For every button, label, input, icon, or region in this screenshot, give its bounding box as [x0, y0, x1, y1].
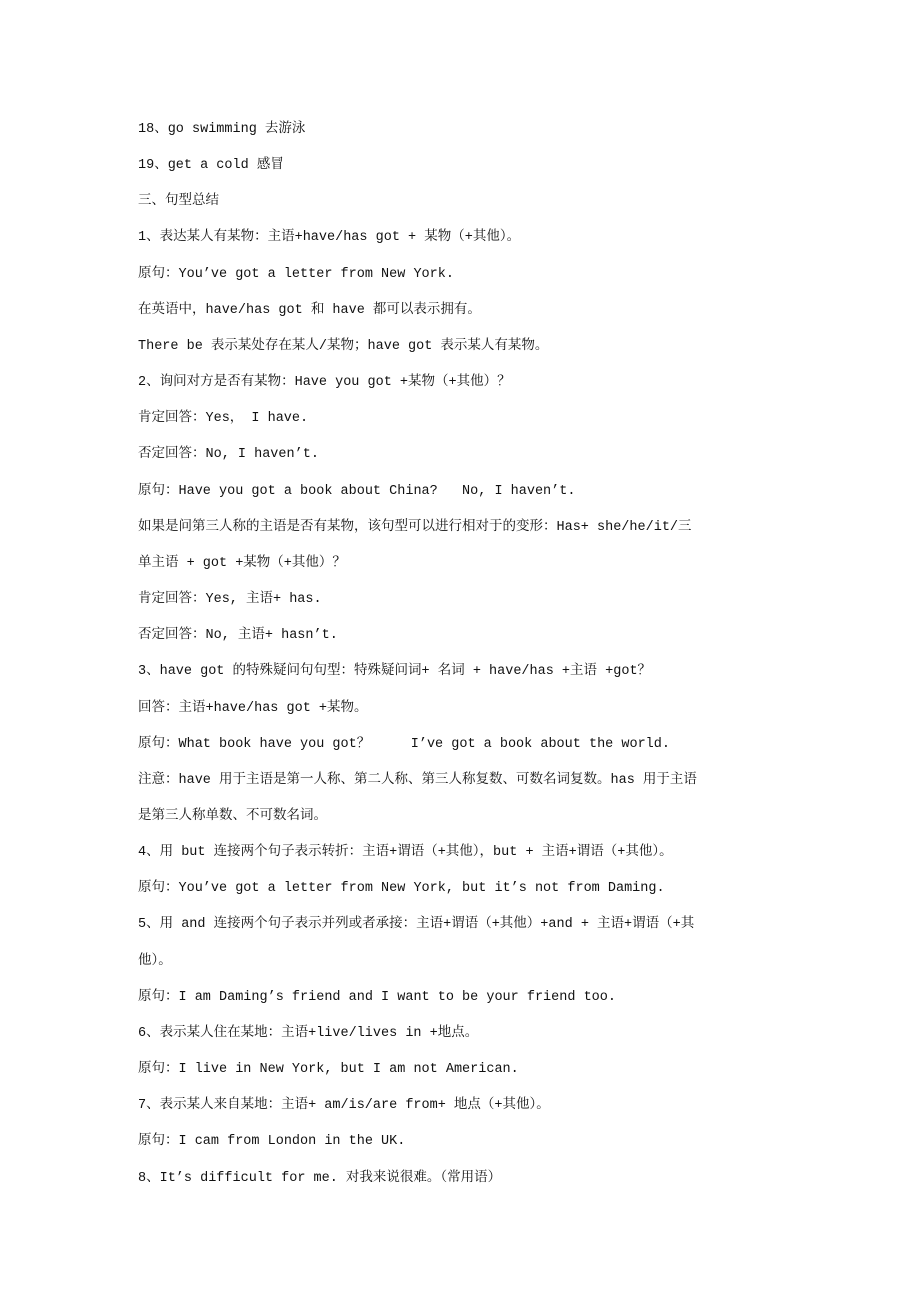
- vocab-item-19: 19、get a cold 感冒: [138, 158, 284, 174]
- answer-text: 回答：主语+have/has got +某物。: [138, 700, 368, 716]
- pattern-6: 6、表示某人住在某地：主语+live/lives in +地点。: [138, 1025, 479, 1041]
- note-text: 注意：have 用于主语是第一人称、第二人称、第三人称复数、可数名词复数。has 用于主语: [138, 772, 697, 788]
- pattern-7: 7、表示某人来自某地：主语+ am/is/are from+ 地点（+其他）。: [138, 1098, 550, 1114]
- example-sentence: 原句：I cam from London in the UK.: [138, 1134, 406, 1150]
- answer-negative: 否定回答：No, 主语+ hasn’t.: [138, 628, 338, 644]
- example-sentence: 原句：You’ve got a letter from New York.: [138, 266, 454, 282]
- pattern-1: 1、表达某人有某物：主语+have/has got + 某物（+其他）。: [138, 230, 521, 246]
- pattern-8: 8、It’s difficult for me. 对我来说很难。（常用语）: [138, 1170, 502, 1186]
- answer-positive: 肯定回答：Yes， I have.: [138, 411, 309, 427]
- note-text-cont: 单主语 + got +某物（+其他）？: [138, 555, 346, 571]
- pattern-5: 5、用 and 连接两个句子表示并列或者承接：主语+谓语（+其他）+and + 主语+谓语（+其: [138, 917, 695, 933]
- example-sentence: 原句：I am Daming’s friend and I want to be your friend too.: [138, 989, 616, 1005]
- answer-negative: 否定回答：No, I haven’t.: [138, 447, 319, 463]
- document-page: [138, 118, 798, 1203]
- vocab-item-18: 18、go swimming 去游泳: [138, 122, 306, 137]
- section-heading: 三、句型总结: [138, 194, 219, 210]
- example-sentence: 原句：You’ve got a letter from New York, but it’s not from Daming.: [138, 881, 665, 897]
- note-text: There be 表示某处存在某人/某物；have got 表示某人有某物。: [138, 338, 549, 354]
- note-text-cont: 是第三人称单数、不可数名词。: [138, 808, 327, 824]
- answer-positive: 肯定回答：Yes, 主语+ has.: [138, 592, 322, 608]
- note-text: 在英语中，have/has got 和 have 都可以表示拥有。: [138, 302, 481, 318]
- pattern-3: 3、have got 的特殊疑问句句型：特殊疑问词+ 名词 + have/has +主语 +got？: [138, 664, 652, 680]
- pattern-2: 2、询问对方是否有某物：Have you got +某物（+其他）？: [138, 375, 511, 391]
- example-sentence: 原句：I live in New York, but I am not American.: [138, 1062, 519, 1078]
- pattern-5-cont: 他）。: [138, 953, 172, 969]
- example-sentence: 原句：What book have you got？ I’ve got a book about the world.: [138, 736, 670, 752]
- note-text: 如果是问第三人称的主语是否有某物，该句型可以进行相对于的变形：Has+ she/he/it/三: [138, 519, 692, 535]
- example-sentence: 原句：Have you got a book about China? No, I haven’t.: [138, 483, 576, 499]
- pattern-4: 4、用 but 连接两个句子表示转折：主语+谓语（+其他），but + 主语+谓语（+其他）。: [138, 845, 673, 861]
